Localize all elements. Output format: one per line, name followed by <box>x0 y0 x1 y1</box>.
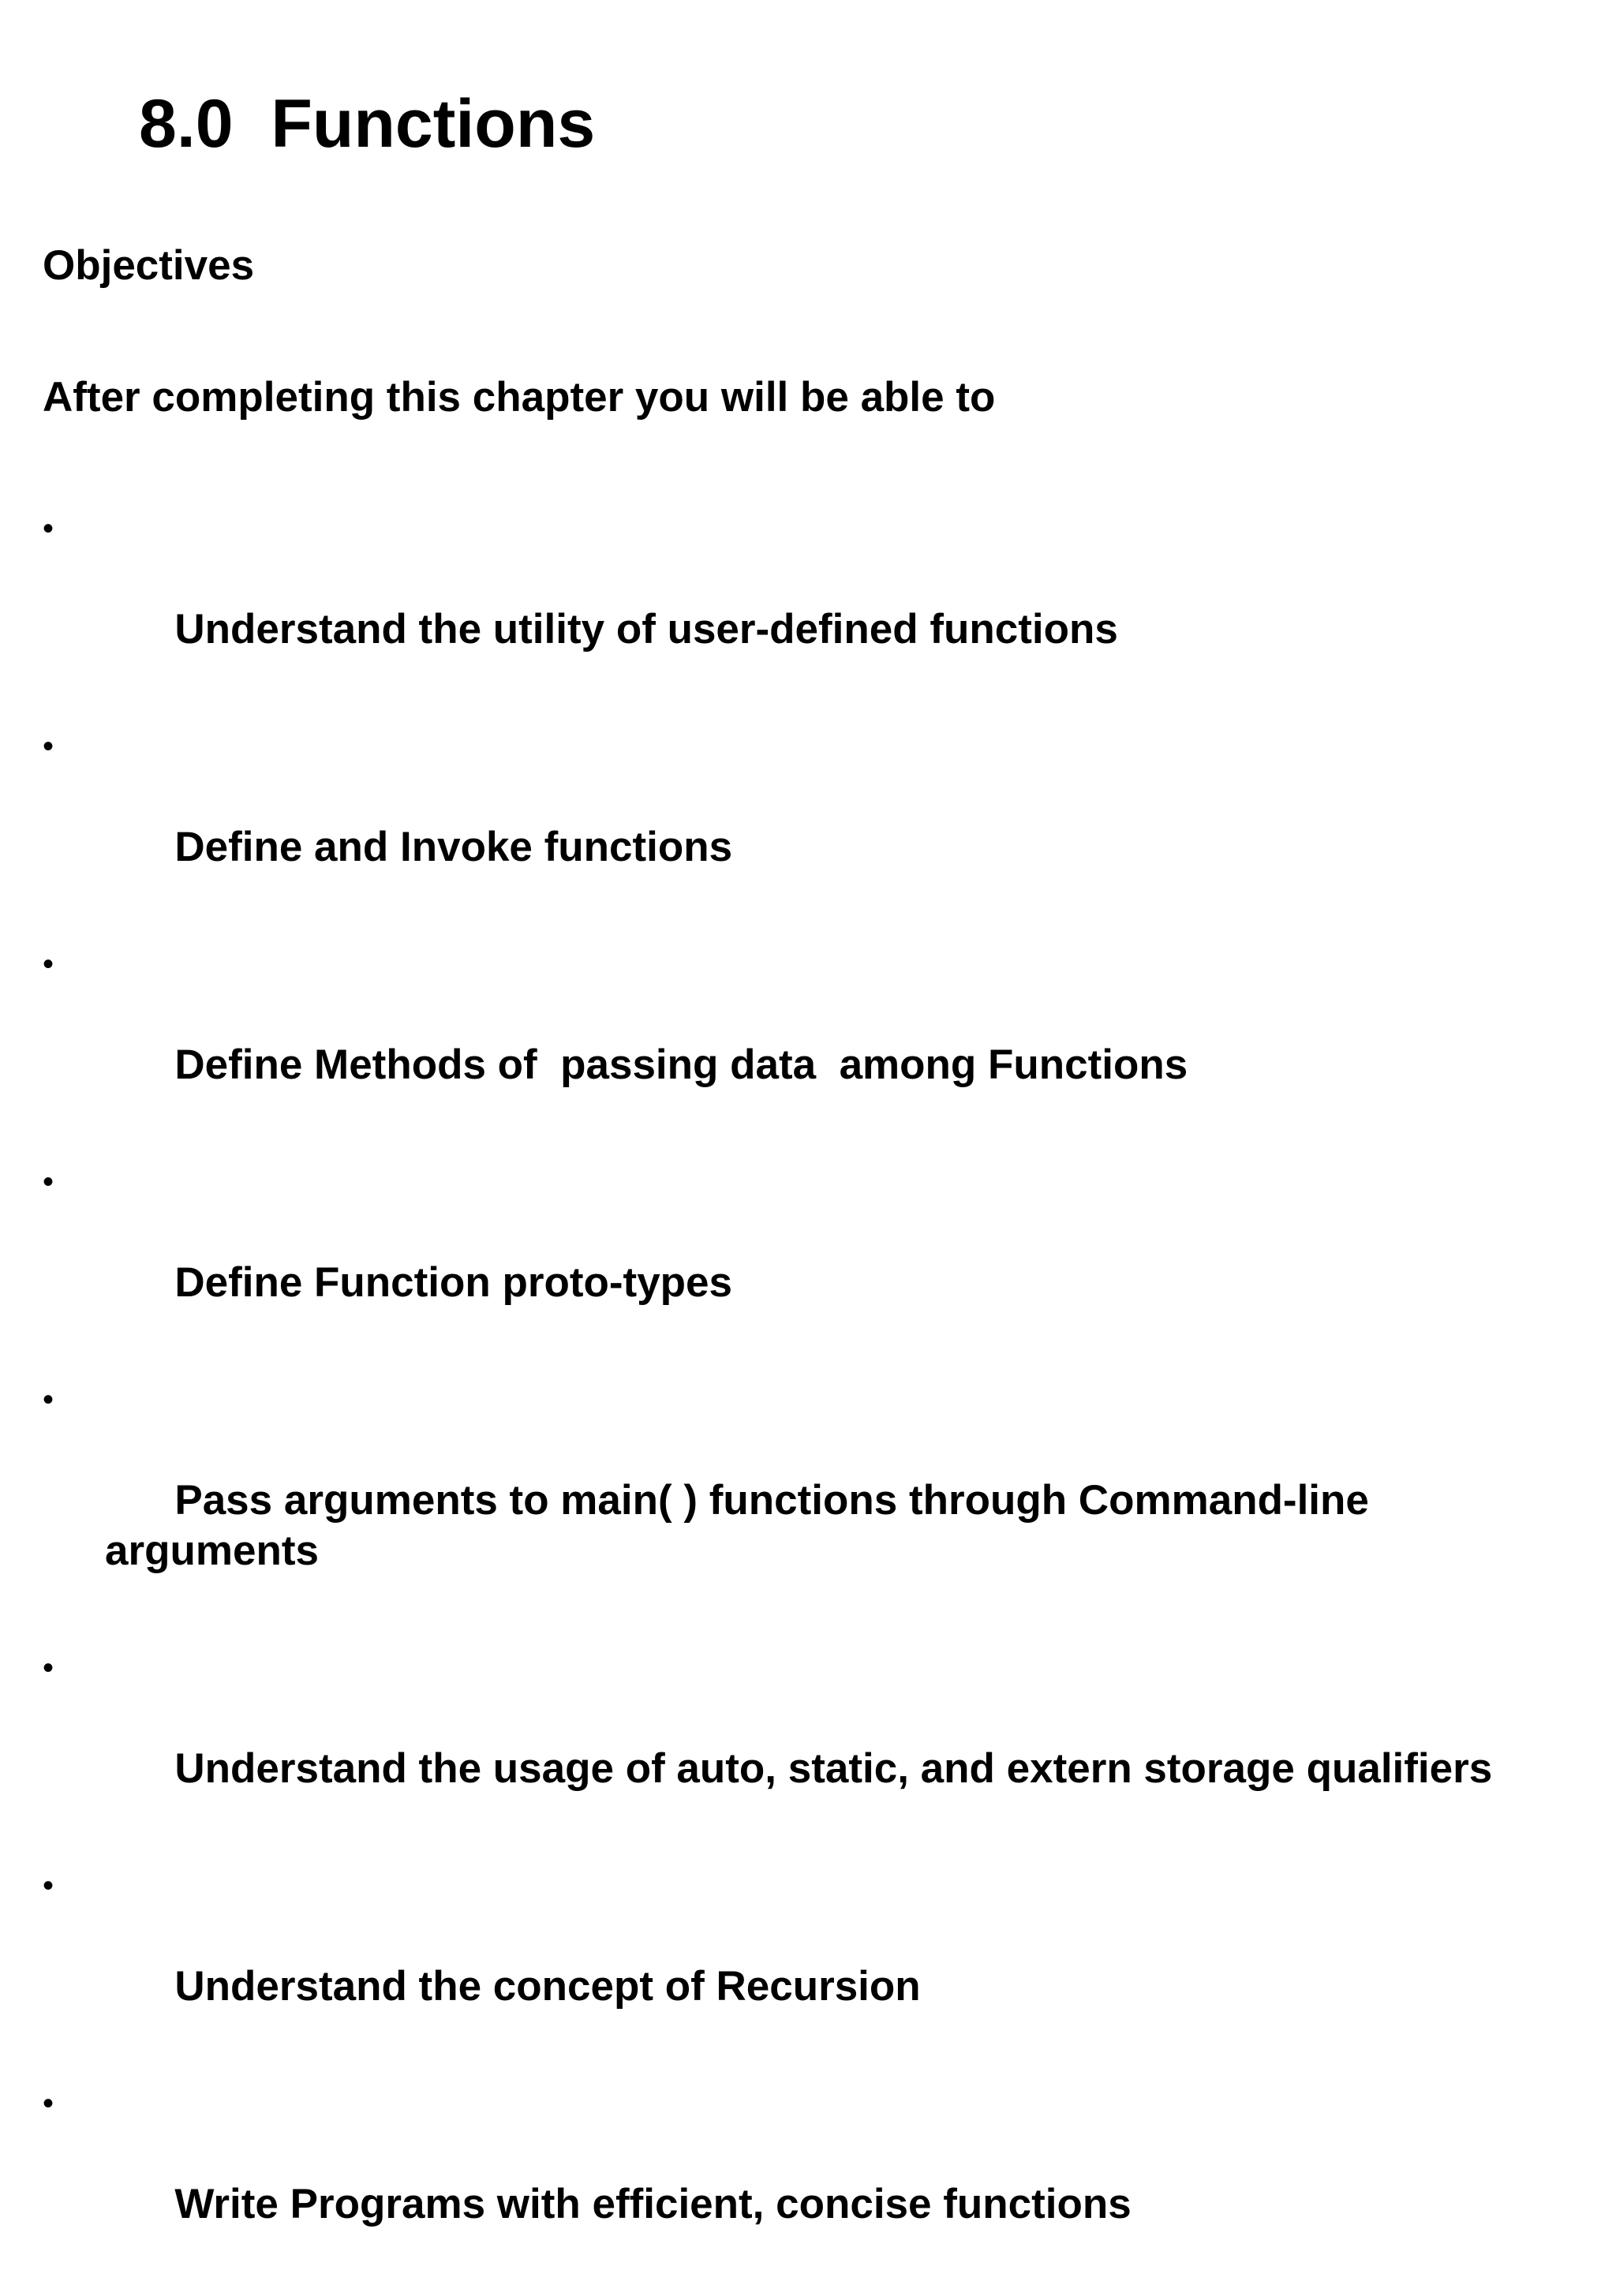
bullet-icon: • <box>43 2086 54 2121</box>
bullet-icon: • <box>43 1382 54 1417</box>
bullet-icon: • <box>43 1165 54 1199</box>
slide-title: 8.0 Functions <box>139 86 596 162</box>
bullet-icon: • <box>43 1651 54 1685</box>
objective-text: Define Methods of passing data among Functions <box>174 1041 1188 1088</box>
bullet-icon: • <box>43 947 54 982</box>
bullet-icon: • <box>43 1868 54 1903</box>
objective-item <box>43 939 1589 1141</box>
objective-item <box>43 721 1589 923</box>
objective-text: Define Function proto-types <box>174 1259 733 1306</box>
intro-text: After completing this chapter you will be able to <box>43 374 996 421</box>
objective-text: Understand the utility of user-defined functions <box>174 606 1118 653</box>
objective-text: Define and Invoke functions <box>174 824 733 870</box>
objective-item <box>43 1374 1589 1627</box>
objective-item <box>43 1860 1589 2062</box>
bullet-icon: • <box>43 511 54 546</box>
objective-text: Pass arguments to main( ) functions through Command-line arguments <box>105 1477 1381 1574</box>
bullet-icon: • <box>43 729 54 764</box>
objective-text: Understand the concept of Recursion <box>174 1963 921 2010</box>
objective-item <box>43 503 1589 705</box>
objective-item <box>43 2078 1589 2280</box>
objective-text: Understand the usage of auto, static, and extern storage qualifiers <box>174 1745 1493 1792</box>
objective-item <box>43 1643 1589 1845</box>
objective-item <box>43 1157 1589 1359</box>
objectives-heading: Objectives <box>43 242 255 289</box>
objectives-list <box>43 503 1589 2296</box>
objective-text: Write Programs with efficient, concise functions <box>174 2181 1132 2227</box>
